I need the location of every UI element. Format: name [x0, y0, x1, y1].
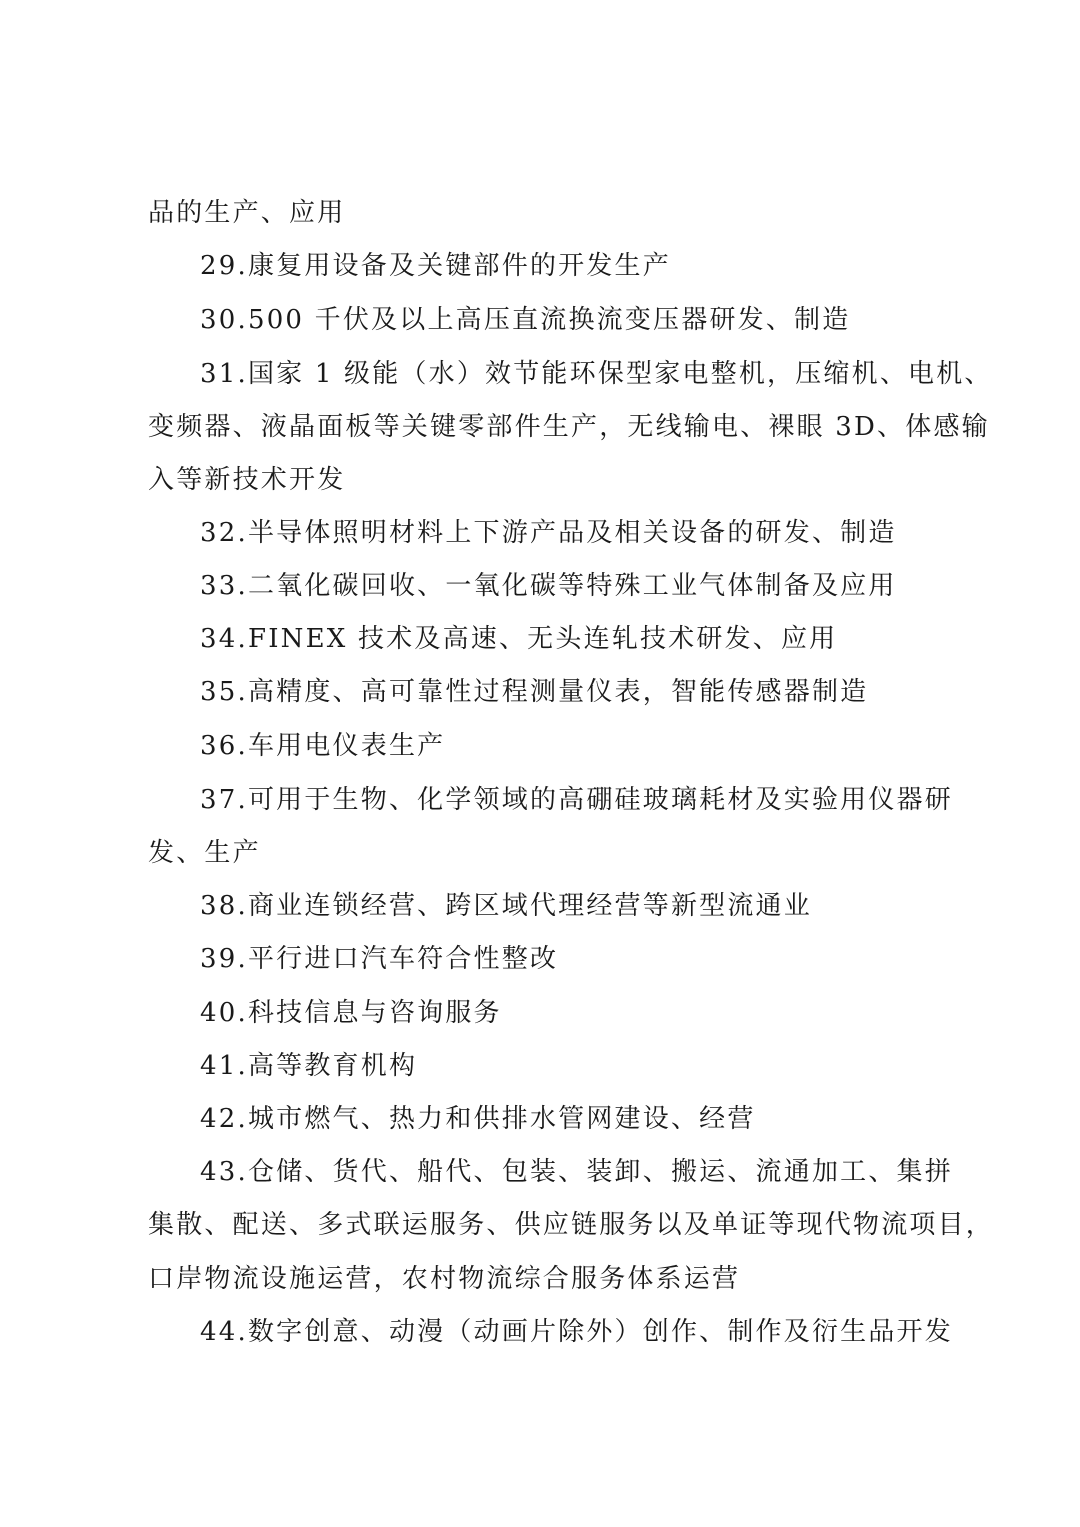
list-item-44: 44.数字创意、动漫（动画片除外）创作、制作及衍生品开发	[200, 1317, 953, 1347]
list-item-42: 42.城市燃气、热力和供排水管网建设、经营	[200, 1104, 756, 1134]
list-item-31: 31.国家 1 级能（水）效节能环保型家电整机，压缩机、电机、	[200, 359, 993, 389]
text-line: 品的生产、应用	[148, 198, 346, 228]
list-item-32: 32.半导体照明材料上下游产品及相关设备的研发、制造	[200, 518, 897, 548]
text-line: 集散、配送、多式联运服务、供应链服务以及单证等现代物流项目，	[148, 1210, 995, 1240]
list-item-38: 38.商业连锁经营、跨区域代理经营等新型流通业	[200, 891, 812, 921]
list-item-37: 37.可用于生物、化学领域的高硼硅玻璃耗材及实验用仪器研	[200, 785, 953, 815]
list-item-41: 41.高等教育机构	[200, 1051, 418, 1081]
list-item-35: 35.高精度、高可靠性过程测量仪表，智能传感器制造	[200, 677, 869, 707]
list-item-29: 29.康复用设备及关键部件的开发生产	[200, 251, 671, 281]
list-item-34: 34.FINEX 技术及高速、无头连轧技术研发、应用	[200, 624, 838, 654]
list-item-33: 33.二氧化碳回收、一氧化碳等特殊工业气体制备及应用	[200, 571, 897, 601]
list-item-40: 40.科技信息与咨询服务	[200, 998, 502, 1028]
text-line: 变频器、液晶面板等关键零部件生产，无线输电、裸眼 3D、体感输	[148, 412, 990, 442]
list-item-36: 36.车用电仪表生产	[200, 731, 446, 761]
list-item-43: 43.仓储、货代、船代、包装、装卸、搬运、流通加工、集拼	[200, 1157, 953, 1187]
text-line: 口岸物流设施运营，农村物流综合服务体系运营	[148, 1264, 741, 1294]
text-line: 发、生产	[148, 838, 261, 868]
list-item-39: 39.平行进口汽车符合性整改	[200, 944, 559, 974]
list-item-30: 30.500 千伏及以上高压直流换流变压器研发、制造	[200, 305, 851, 335]
text-line: 入等新技术开发	[148, 465, 346, 495]
